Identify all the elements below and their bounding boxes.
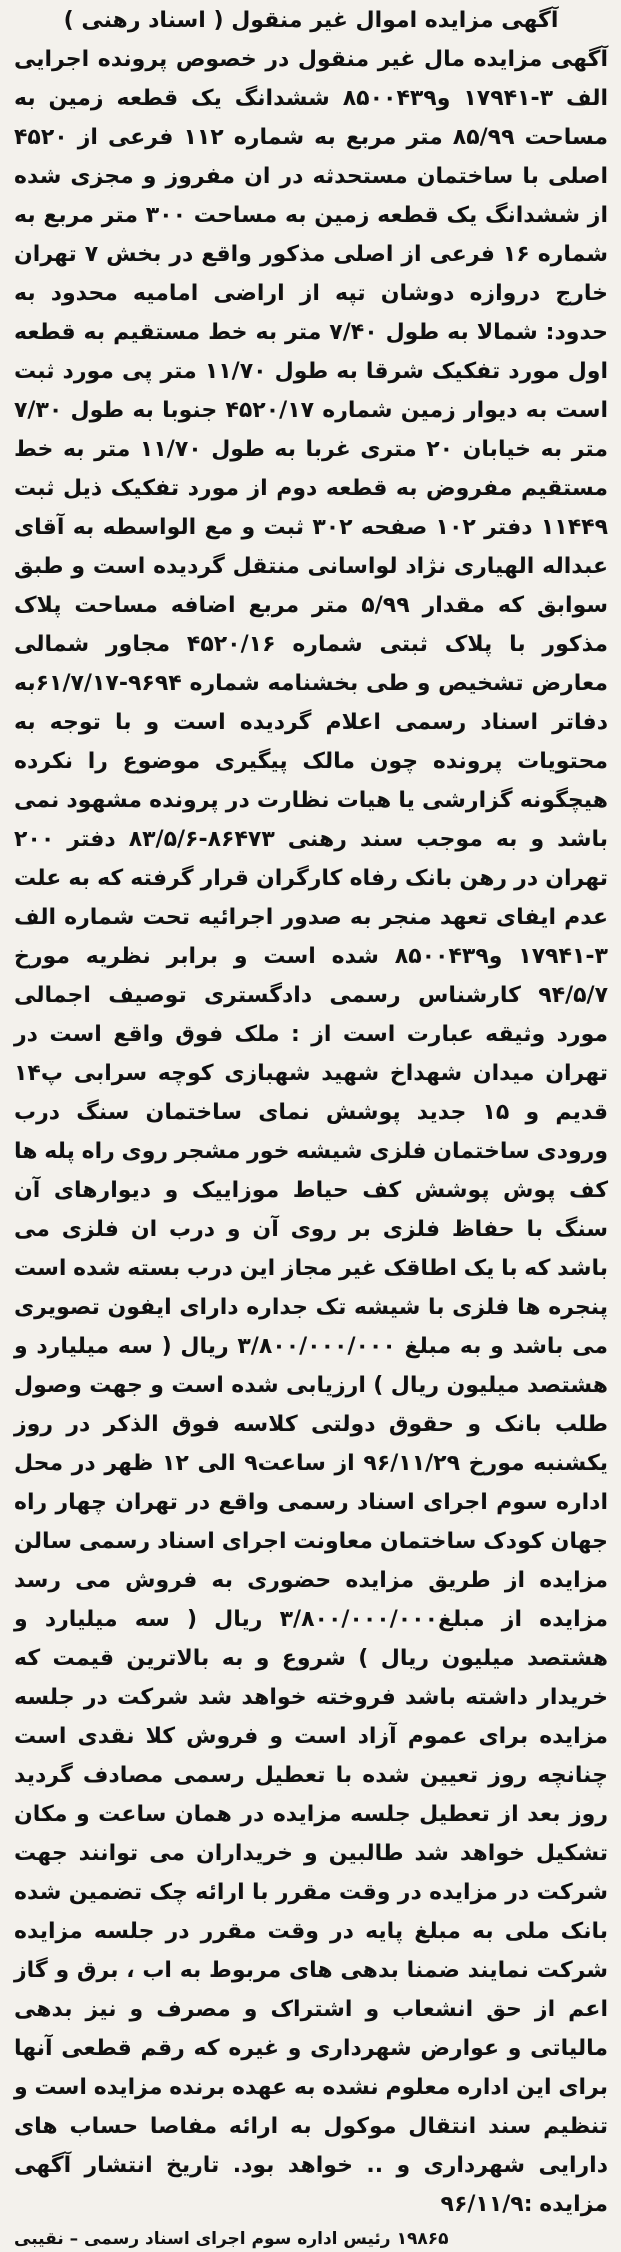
notice-code: ۱۹۸۶۵ <box>396 2229 449 2249</box>
notice-signature: رئیس اداره سوم اجرای اسناد رسمی – نقیبی <box>14 2229 391 2249</box>
notice-body: آگهی مزایده مال غیر منقول در خصوص پرونده اجرایی الف ۳-۱۷۹۴۱ و۸۵۰۰۴۳۹ ششدانگ یک قطعه زمین به مساحت ۸۵/۹۹ متر مربع به شماره ۱۱۲ فرعی از ۴۵۲۰ اصلی با ساختمان مستحدثه در ان مفروز و مجزی شده از ششدانگ یک قطعه زمین به مساحت ۳۰۰ متر مربع به شماره ۱۶ فرعی از اصلی مذکور واقع در بخش ۷ تهران خارج دروازه دوشان تپه از اراضی امامیه محدود به حدود: شمالا به طول ۷/۴۰ متر به خط مستقیم به قطعه اول مورد تفکیک شرقا به طول ۱۱/۷۰ متر پی مورد ثبت است به دیوار زمین شماره ۴۵۲۰/۱۷ جنوبا به طول ۷/۳۰ متر به خیابان ۲۰ متری غربا به طول ۱۱/۷۰ متر به خط مستقیم مفروض به قطعه دوم از مورد تفکیک ذیل ثبت ۱۱۴۴۹ دفتر ۱۰۲ صفحه ۳۰۲ ثبت و مع الواسطه به آقای عبداله الهیاری نژاد لواسانی منتقل گردیده است و طبق سوابق که مقدار ۵/۹۹ متر مربع اضافه مساحت پلاک مذکور با پلاک ثبتی شماره ۴۵۲۰/۱۶ مجاور شمالی معارض تشخیص و طی بخشنامه شماره ۹۶۹۴-۶۱/۷/۱۷به دفاتر اسناد رسمی اعلام گردیده است و با توجه به محتویات پرونده چون مالک پیگیری موضوع را نکرده هیچگونه گزارشی یا هیات نظارت در پرونده مشهود نمی باشد و به موجب سند رهنی ۸۶۴۷۳-۸۳/۵/۶ دفتر ۲۰۰ تهران در رهن بانک رفاه کارگران قرار گرفته که به علت عدم ایفای تعهد منجر به صدور اجرائیه تحت شماره الف ۳-۱۷۹۴۱ و۸۵۰۰۴۳۹ شده است و برابر نظریه مورخ ۹۴/۵/۷ کارشناس رسمی دادگستری توصیف اجمالی مورد وثیقه عبارت است از : ملک فوق واقع است در تهران میدان شهداخ شهید شهبازی کوچه سرابی پ۱۴ قدیم و ۱۵ جدید پوشش نمای ساختمان سنگ درب ورودی ساختمان فلزی شیشه خور مشجر روی راه پله ها کف پوش پوشش کف حیاط موزاییک و دیوارهای آن سنگ با حفاظ فلزی بر روی آن و درب ان فلزی می باشد که با یک اطاقک غیر مجاز این درب بسته شده است پنجره ها فلزی با شیشه تک جداره دارای ایفون تصویری می باشد و به مبلغ ۳/۸۰۰/۰۰۰/۰۰۰ ریال ( سه میلیارد و هشتصد میلیون ریال ) ارزیابی شده است و جهت وصول طلب بانک و حقوق دولتی کلاسه فوق الذکر در روز یکشنبه مورخ ۹۶/۱۱/۲۹ از ساعت۹ الی ۱۲ ظهر در محل اداره سوم اجرای اسناد رسمی واقع در تهران چهار راه جهان کودک ساختمان معاونت اجرای اسناد رسمی سالن مزایده از طریق مزایده حضوری به فروش می رسد مزایده از مبلغ۳/۸۰۰/۰۰۰/۰۰۰ ریال ( سه میلیارد و هشتصد میلیون ریال ) شروع و به بالاترین قیمت که خریدار داشته باشد فروخته خواهد شد شرکت در جلسه مزایده برای عموم آزاد است و فروش کلا نقدی است چنانچه روز تعیین شده با تعطیل رسمی مصادف گردید روز بعد از تعطیل جلسه مزایده در همان ساعت و مکان تشکیل خواهد شد طالبین و خریداران می توانند جهت شرکت در مزایده در وقت مقرر با ارائه چک تضمین شده بانک ملی به مبلغ پایه در وقت مقرر در جلسه مزایده شرکت نمایند ضمنا بدهی های مربوط به اب ، برق و گاز اعم از حق انشعاب و اشتراک و مصرف و نیز بدهی مالیاتی و عوارض شهرداری و غیره که رقم قطعی آنها برای این اداره معلوم نشده به عهده برنده مزایده است و تنظیم سند انتقال موکول به ارائه مفاصا حساب های دارایی شهرداری و .. خواهد بود. تاریخ انتشار آگهی مزایده :۹۶/۱۱/۹ <box>14 47 609 2217</box>
notice-title: آگهی مزایده اموال غیر منقول ( اسناد رهنی ) <box>63 8 559 33</box>
notice-footer <box>14 2226 608 2252</box>
